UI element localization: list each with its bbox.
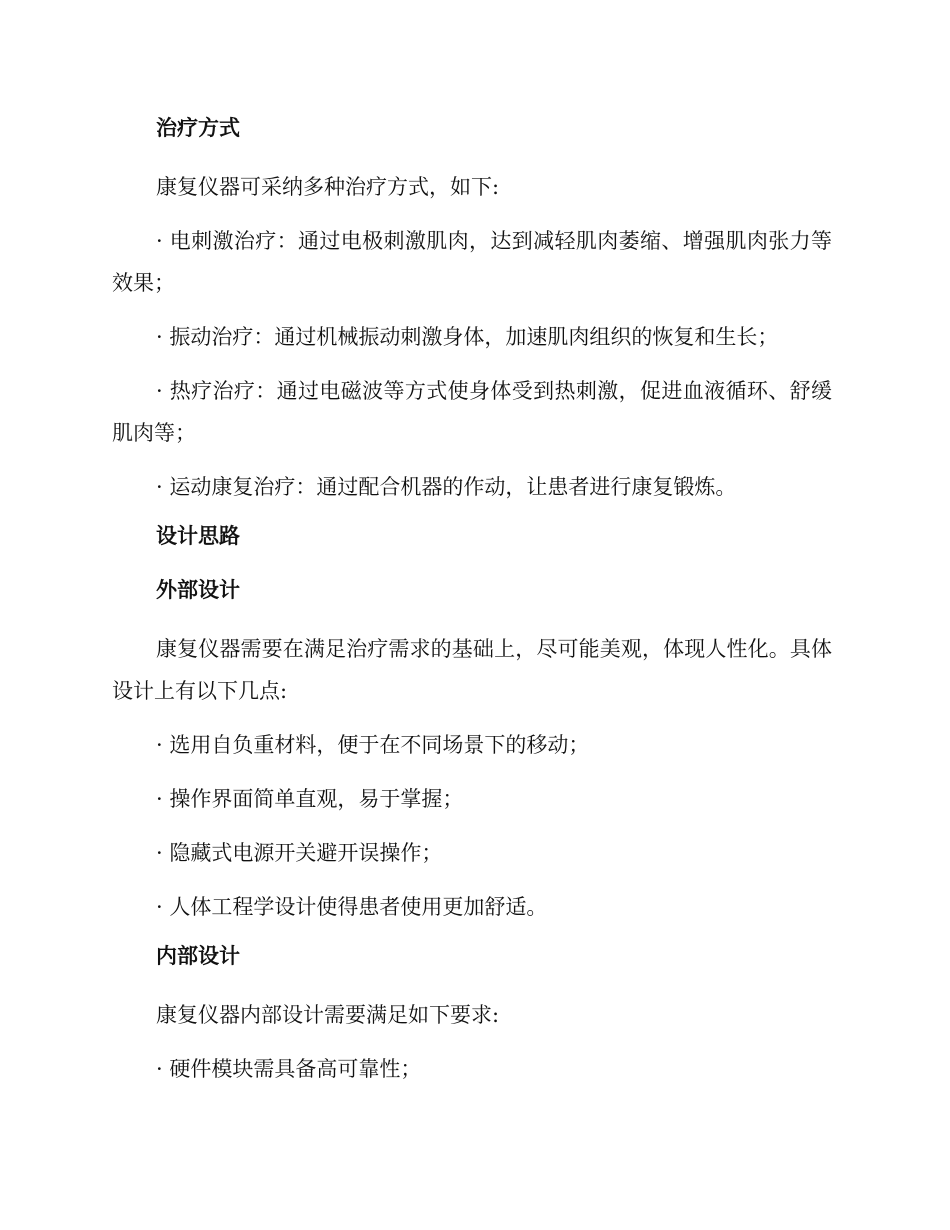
heading-treatment-modes: 治疗方式 <box>156 116 240 140</box>
bullet-electrical-stimulation: · 电刺激治疗：通过电极刺激肌肉，达到减轻肌肉萎缩、增强肌肉张力等效果； <box>112 229 832 295</box>
paragraph-internal-intro: 康复仪器内部设计需要满足如下要求: <box>156 1003 500 1027</box>
bullet-hardware-reliability: · 硬件模块需具备高可靠性； <box>156 1057 422 1081</box>
paragraph-external-intro: 康复仪器需要在满足治疗需求的基础上，尽可能美观，体现人性化。具体设计上有以下几点: <box>112 637 832 703</box>
bullet-exercise-rehab: · 运动康复治疗：通过配合机器的作动，让患者进行康复锻炼。 <box>156 475 737 499</box>
paragraph-treatment-intro: 康复仪器可采纳多种治疗方式，如下: <box>156 175 500 199</box>
document-body <box>112 112 832 1102</box>
bullet-simple-interface: · 操作界面简单直观，易于掌握； <box>156 787 464 811</box>
heading-internal-design: 内部设计 <box>156 944 240 968</box>
bullet-hidden-power-switch: · 隐藏式电源开关避开误操作； <box>156 841 443 865</box>
bullet-ergonomic-design: · 人体工程学设计使得患者使用更加舒适。 <box>156 895 548 919</box>
heading-external-design: 外部设计 <box>156 578 240 602</box>
bullet-heat-therapy: · 热疗治疗：通过电磁波等方式使身体受到热刺激，促进血液循环、舒缓肌肉等； <box>112 379 832 445</box>
heading-design-ideas: 设计思路 <box>156 524 240 548</box>
bullet-vibration-therapy: · 振动治疗：通过机械振动刺激身体，加速肌肉组织的恢复和生长； <box>156 325 779 349</box>
bullet-self-weight-material: · 选用自负重材料，便于在不同场景下的移动； <box>156 733 590 757</box>
